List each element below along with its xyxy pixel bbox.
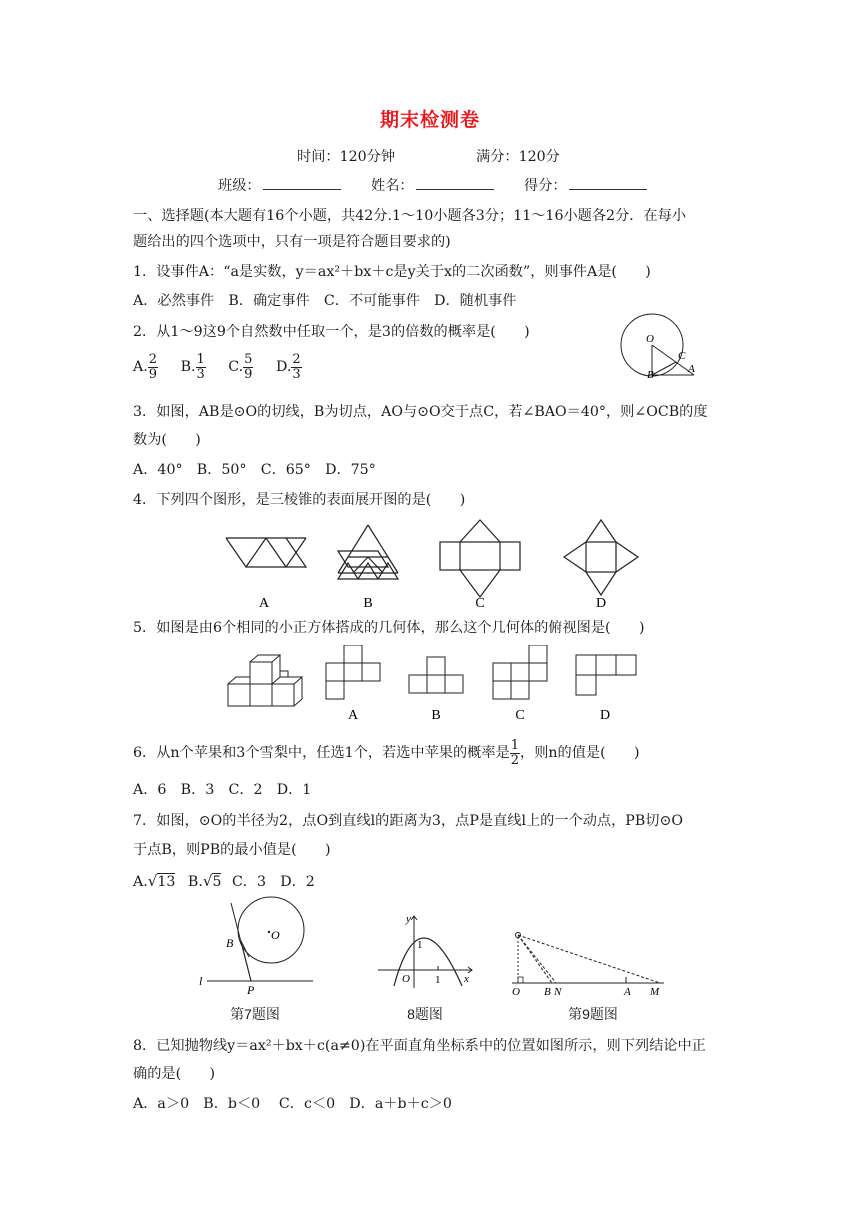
q8-label-o: O — [402, 973, 410, 985]
class-label: 班级： — [218, 178, 261, 194]
q5-figures — [222, 645, 642, 725]
q3-line1: 3．如图，AB是⊙O的切线，B为切点，AO与⊙O交于点C，若∠BAO＝40°，则∠OCB的度 — [133, 404, 708, 420]
q3-label-o: O — [646, 333, 654, 345]
section-intro-line1: 一、选择题(本大题有16个小题，共42分.1～10小题各3分；11～16小题各2分．在每小 — [133, 208, 687, 224]
q7-figure — [195, 895, 315, 995]
q3-options: A．40° B．50° C．65° D．75° — [133, 462, 376, 478]
q8-label-one-y: 1 — [417, 939, 423, 951]
q6-options: A．6 B．3 C．2 D．1 — [133, 782, 312, 798]
q9-label-n: N — [554, 986, 562, 995]
q7-options: A.√13 B.√5 C．3 D．2 — [133, 872, 315, 890]
q7-label-p: P — [247, 983, 255, 995]
q7-label-o: O — [271, 928, 280, 942]
section-intro-line2: 题给出的四个选项中，只有一项是符合题目要求的) — [133, 234, 451, 250]
q9-figure — [508, 925, 668, 995]
q7-line2: 于点B，则PB的最小值是( ) — [133, 842, 331, 858]
q9-label-a: A — [624, 986, 631, 995]
q8-caption: 8题图 — [407, 1006, 443, 1022]
q8-line2: 确的是( ) — [133, 1066, 216, 1082]
score-field — [524, 175, 647, 195]
q8-label-x: x — [464, 973, 469, 985]
q5-label-c: C — [515, 708, 525, 723]
q4-stem: 4．下列四个图形，是三棱锥的表面展开图的是( ) — [133, 492, 466, 508]
q3-label-c: C — [678, 350, 686, 362]
q1-stem: 1．设事件A：“a是实数，y＝ax²＋bx＋c是y关于x的二次函数”，则事件A是( ) — [133, 264, 651, 280]
exam-full-score: 满分：120分 — [476, 149, 560, 165]
score-blank — [569, 175, 647, 190]
q1-options: A．必然事件 B．确定事件 C．不可能事件 D．随机事件 — [133, 293, 517, 309]
exam-time: 时间：120分钟 — [297, 149, 396, 165]
name-blank — [416, 175, 494, 190]
page-title: 期末检测卷 — [379, 109, 480, 131]
class-blank — [263, 175, 341, 190]
name-label: 姓名： — [371, 178, 414, 194]
q7-line1: 7．如图，⊙O的半径为2，点O到直线l的距离为3，点P是直线l上的一个动点，PB切⊙O — [133, 813, 683, 829]
q7-label-b: B — [226, 936, 234, 950]
q5-stem: 5．如图是由6个相同的小正方体搭成的几何体，那么这个几何体的俯视图是( ) — [133, 620, 645, 636]
q3-label-b: B — [647, 369, 654, 380]
q5-label-a: A — [347, 708, 359, 723]
q4-label-b: B — [363, 596, 373, 611]
q9-caption: 第9题图 — [568, 1006, 618, 1022]
q4-label-c: C — [475, 596, 485, 611]
q8-options: A．a＞0 B．b＜0 C．c＜0 D．a＋b＋c＞0 — [133, 1096, 452, 1112]
q9-label-m: M — [650, 986, 660, 995]
q5-label-b: B — [431, 708, 441, 723]
q5-label-d: D — [599, 708, 611, 723]
name-field — [371, 175, 494, 195]
q3-label-a: A — [688, 363, 695, 375]
q4-figures — [220, 515, 650, 615]
q8-line1: 8．已知抛物线y＝ax²＋bx＋c(a≠0)在平面直角坐标系中的位置如图所示，则下列结论中正 — [133, 1038, 706, 1054]
q9-label-b: B — [544, 986, 551, 995]
q8-label-y: y — [406, 913, 411, 925]
q3-figure — [618, 312, 700, 380]
q8-label-one-x: 1 — [435, 974, 441, 986]
q8-figure — [376, 910, 476, 990]
q3-line2: 数为( ) — [133, 432, 201, 448]
class-field — [218, 175, 341, 195]
q9-label-o: O — [512, 986, 520, 995]
q7-caption: 第7题图 — [230, 1006, 280, 1022]
q6-stem: 6．从n个苹果和3个雪梨中，任选1个，若选中苹果的概率是 $\frac{1}{2}$ ，则n的值是( ) — [133, 737, 640, 768]
q7-label-l: l — [199, 974, 203, 988]
q4-label-d: D — [595, 596, 607, 611]
q2-options: A. $\frac{2}{9}$ B. $\frac{1}{3}$ C. $\frac{5}{9}$ D. $\frac{2}{3}$ — [133, 351, 301, 382]
score-label: 得分： — [524, 178, 567, 194]
q4-label-a: A — [258, 596, 270, 611]
q2-stem: 2．从1～9这9个自然数中任取一个，是3的倍数的概率是( ) — [133, 324, 530, 340]
